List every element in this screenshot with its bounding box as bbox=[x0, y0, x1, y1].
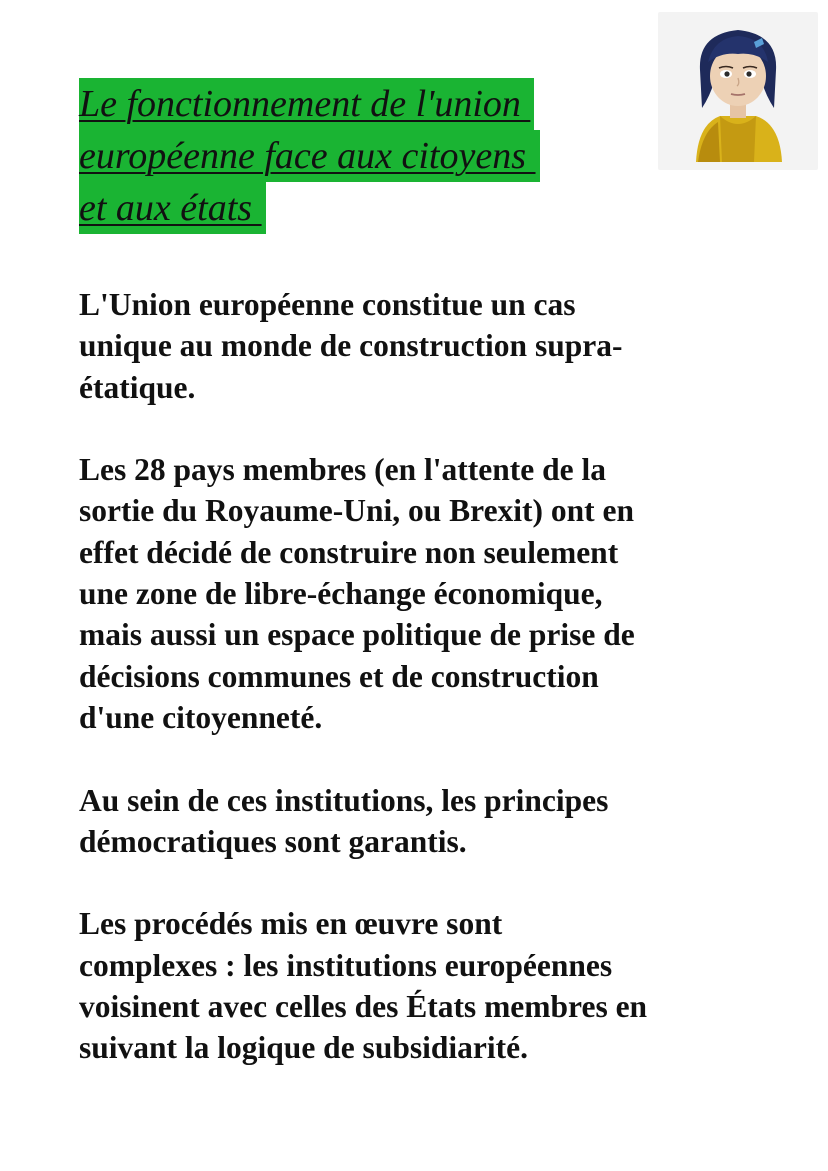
paragraph-line: démocratiques sont garantis. bbox=[79, 823, 467, 859]
title-line-2: européenne face aux citoyens bbox=[79, 130, 540, 182]
page-title bbox=[79, 78, 639, 234]
paragraph-line: Au sein de ces institutions, les principes bbox=[79, 782, 609, 818]
paragraph-1 bbox=[79, 284, 759, 408]
title-line-3: et aux états bbox=[79, 182, 266, 234]
paragraph-line: étatique. bbox=[79, 369, 196, 405]
paragraph-line: L'Union européenne constitue un cas bbox=[79, 287, 576, 322]
paragraph-line: mais aussi un espace politique de prise de bbox=[79, 617, 635, 653]
paragraph-line: d'une citoyenneté. bbox=[79, 699, 323, 735]
paragraph-line: effet décidé de construire non seulement bbox=[79, 534, 619, 570]
paragraph-line: Les procédés mis en œuvre sont bbox=[79, 906, 503, 942]
paragraph-line: une zone de libre-échange économique, bbox=[79, 576, 603, 612]
paragraph-3 bbox=[79, 780, 759, 863]
body-text bbox=[79, 284, 759, 1110]
paragraph-line: suivant la logique de subsidiarité. bbox=[79, 1030, 528, 1066]
paragraph-2 bbox=[79, 449, 759, 738]
paragraph-line: décisions communes et de construction bbox=[79, 658, 599, 694]
paragraph-4 bbox=[79, 903, 759, 1068]
paragraph-line: Les 28 pays membres (en l'attente de la bbox=[79, 452, 606, 488]
paragraph-line: unique au monde de construction supra- bbox=[79, 328, 623, 364]
paragraph-line: sortie du Royaume-Uni, ou Brexit) ont en bbox=[79, 493, 635, 529]
title-line-1: Le fonctionnement de l'union bbox=[79, 78, 534, 130]
paragraph-line: voisinent avec celles des États membres en bbox=[79, 989, 648, 1025]
paragraph-line: complexes : les institutions européennes bbox=[79, 947, 613, 983]
avatar bbox=[658, 12, 818, 170]
character-avatar-icon bbox=[658, 12, 818, 170]
